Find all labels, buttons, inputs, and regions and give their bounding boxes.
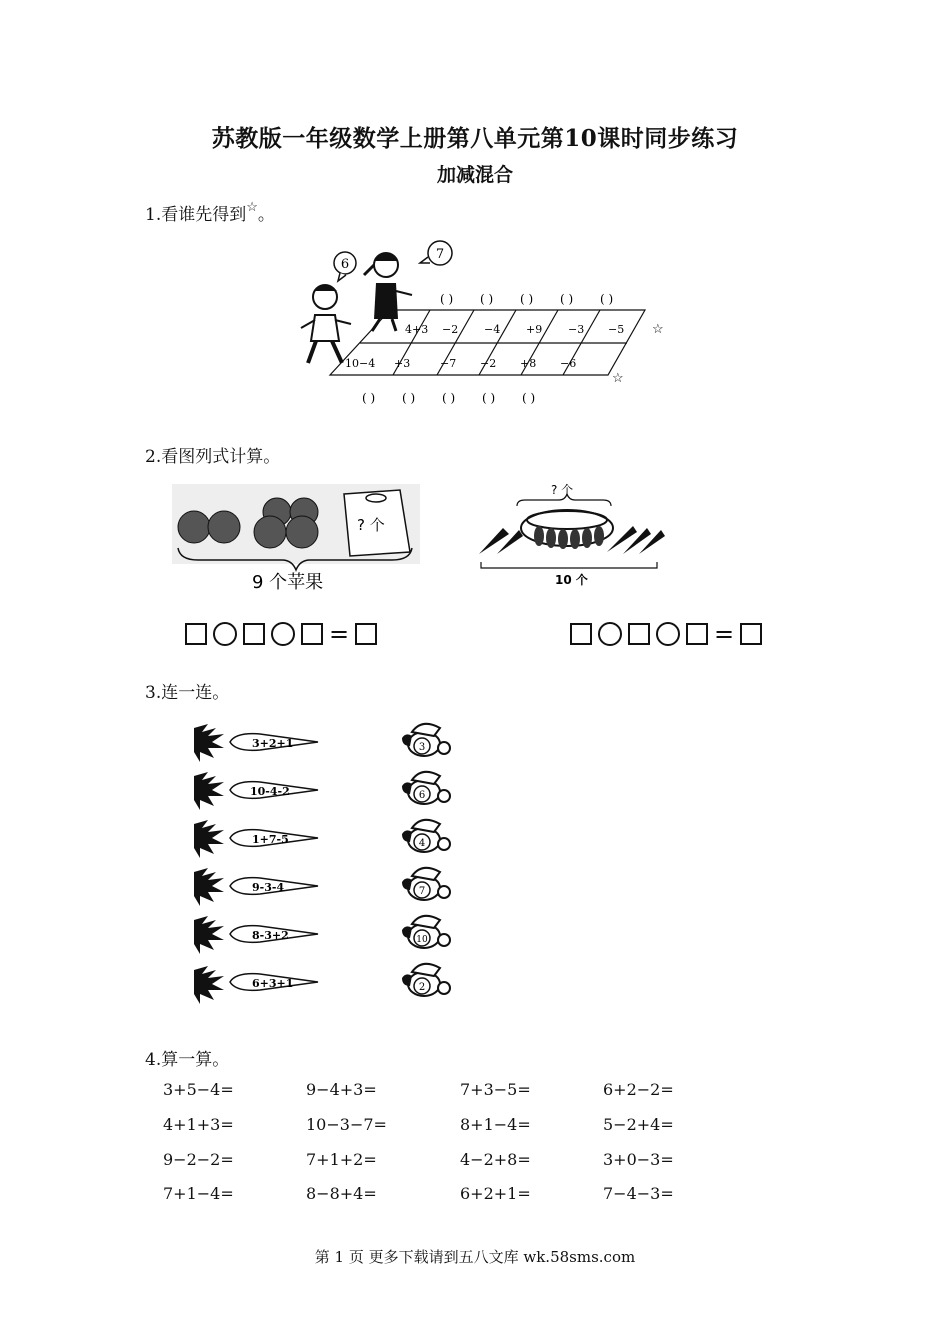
- calc-item: 3+0−3=: [603, 1150, 674, 1169]
- question-4-label: 4.算一算。: [145, 1050, 230, 1070]
- carrot-total: 10 个: [555, 573, 588, 587]
- calc-item: 8+1−4=: [460, 1115, 531, 1134]
- carrot-card[interactable]: [194, 724, 318, 762]
- rabbit-number: 7: [418, 886, 426, 897]
- operator-circle[interactable]: [656, 622, 680, 646]
- calc-item: 4+1+3=: [163, 1115, 234, 1134]
- calc-item: 4−2+8=: [460, 1150, 531, 1169]
- calc-item: 9−4+3=: [306, 1080, 377, 1099]
- equation-row-right: [570, 622, 762, 646]
- calc-item: 10−3−7=: [306, 1115, 387, 1134]
- answer-paren: ( ): [520, 292, 534, 306]
- answer-paren: ( ): [560, 292, 574, 306]
- answer-paren: ( ): [480, 292, 494, 306]
- star-icon: ☆: [612, 371, 624, 386]
- answer-box[interactable]: [570, 623, 592, 645]
- operator-circle[interactable]: [271, 622, 295, 646]
- answer-paren: ( ): [522, 391, 536, 405]
- equation-row-left: [185, 622, 377, 646]
- bubble-number: 7: [435, 247, 445, 262]
- carrot-expression: 8-3+2: [252, 929, 289, 942]
- answer-box[interactable]: [301, 623, 323, 645]
- calc-item: 7+3−5=: [460, 1080, 531, 1099]
- rabbit-card[interactable]: [402, 868, 450, 900]
- calc-item: 7+1−4=: [163, 1184, 234, 1203]
- track-cell: 10−4: [345, 357, 376, 370]
- answer-paren: ( ): [362, 391, 376, 405]
- girl-figure: [364, 253, 412, 331]
- carrot-expression: 9-3-4: [252, 881, 285, 894]
- question-2-label: 2.看图列式计算。: [145, 447, 281, 467]
- rabbit-number: 2: [418, 982, 426, 993]
- rabbit-card[interactable]: [402, 820, 450, 852]
- calc-item: 7−4−3=: [603, 1184, 674, 1203]
- track-cell: −6: [560, 357, 577, 370]
- speech-bubble-7: [420, 241, 452, 265]
- answer-paren: ( ): [482, 391, 496, 405]
- rabbit-card[interactable]: [402, 916, 450, 948]
- question-1-label: 1.看谁先得到☆。: [145, 200, 275, 225]
- calc-item: 9−2−2=: [163, 1150, 234, 1169]
- matching-figure: [190, 718, 465, 1013]
- track-cell: −7: [440, 357, 457, 370]
- carrot-expression: 10-4-2: [250, 785, 290, 798]
- answer-paren: ( ): [402, 391, 416, 405]
- carrot-expression: 1+7-5: [252, 833, 289, 846]
- answer-box[interactable]: [355, 623, 377, 645]
- bracket: [481, 562, 657, 568]
- answer-paren: ( ): [600, 292, 614, 306]
- apple-icon: [254, 516, 286, 548]
- operator-circle[interactable]: [598, 622, 622, 646]
- answer-paren: ( ): [440, 292, 454, 306]
- carrot-expression: 6+3+1: [252, 977, 294, 990]
- carrot-icon: [479, 528, 509, 554]
- answer-box[interactable]: [185, 623, 207, 645]
- basket-question: ? 个: [551, 483, 574, 497]
- carrot-card[interactable]: [194, 966, 318, 1004]
- apple-total: 9 个苹果: [252, 572, 324, 593]
- answer-box[interactable]: [740, 623, 762, 645]
- calc-item: 3+5−4=: [163, 1080, 234, 1099]
- calc-item: 6+2+1=: [460, 1184, 531, 1203]
- star-icon: ☆: [246, 200, 258, 215]
- speech-bubble-6: [334, 252, 356, 281]
- boy-figure: [301, 285, 351, 363]
- carrot-card[interactable]: [194, 820, 318, 858]
- rabbit-number: 3: [418, 742, 426, 753]
- rabbit-number: 10: [416, 935, 428, 945]
- carrot-card[interactable]: [194, 916, 318, 954]
- bubble-number: 6: [340, 257, 350, 272]
- answer-paren: ( ): [442, 391, 456, 405]
- track-cell: −4: [484, 323, 501, 336]
- carrot-expression: 3+2+1: [252, 737, 294, 750]
- carrot-card[interactable]: [194, 868, 318, 906]
- track-cell: +3: [394, 357, 411, 370]
- rabbit-card[interactable]: [402, 772, 450, 804]
- track-cell: +8: [520, 357, 537, 370]
- star-icon: ☆: [652, 322, 664, 337]
- rabbit-number: 4: [418, 838, 426, 849]
- track-cell: 4+3: [405, 323, 429, 336]
- apple-icon: [208, 511, 240, 543]
- answer-box[interactable]: [628, 623, 650, 645]
- operator-circle[interactable]: [213, 622, 237, 646]
- track-cell: −2: [480, 357, 497, 370]
- basket-icon: [521, 510, 613, 549]
- equals-sign: =: [329, 620, 350, 648]
- page-subtitle: 加减混合: [436, 164, 513, 186]
- bag-question: ? 个: [357, 516, 385, 534]
- race-track-figure: [290, 235, 680, 410]
- rabbit-number: 6: [418, 790, 426, 801]
- calc-item: 5−2+4=: [603, 1115, 674, 1134]
- answer-box[interactable]: [686, 623, 708, 645]
- calc-item: 8−8+4=: [306, 1184, 377, 1203]
- track-cell: +9: [526, 323, 543, 336]
- carrots-basket-figure: [475, 478, 665, 590]
- calc-item: 6+2−2=: [603, 1080, 674, 1099]
- apple-icon: [286, 516, 318, 548]
- answer-box[interactable]: [243, 623, 265, 645]
- track-cell: −2: [442, 323, 459, 336]
- equals-sign: =: [714, 620, 735, 648]
- apple-icon: [178, 511, 210, 543]
- apples-figure: [172, 482, 422, 594]
- page-footer: 第 1 页 更多下载请到五八文库 wk.58sms.com: [314, 1248, 636, 1266]
- track-cell: −5: [608, 323, 625, 336]
- rabbit-card[interactable]: [402, 724, 450, 756]
- page-title: 苏教版一年级数学上册第八单元第10课时同步练习: [211, 125, 739, 152]
- track-cell: −3: [568, 323, 585, 336]
- carrot-card[interactable]: [194, 772, 318, 810]
- question-3-label: 3.连一连。: [145, 683, 230, 703]
- rabbit-card[interactable]: [402, 964, 450, 996]
- calc-item: 7+1+2=: [306, 1150, 377, 1169]
